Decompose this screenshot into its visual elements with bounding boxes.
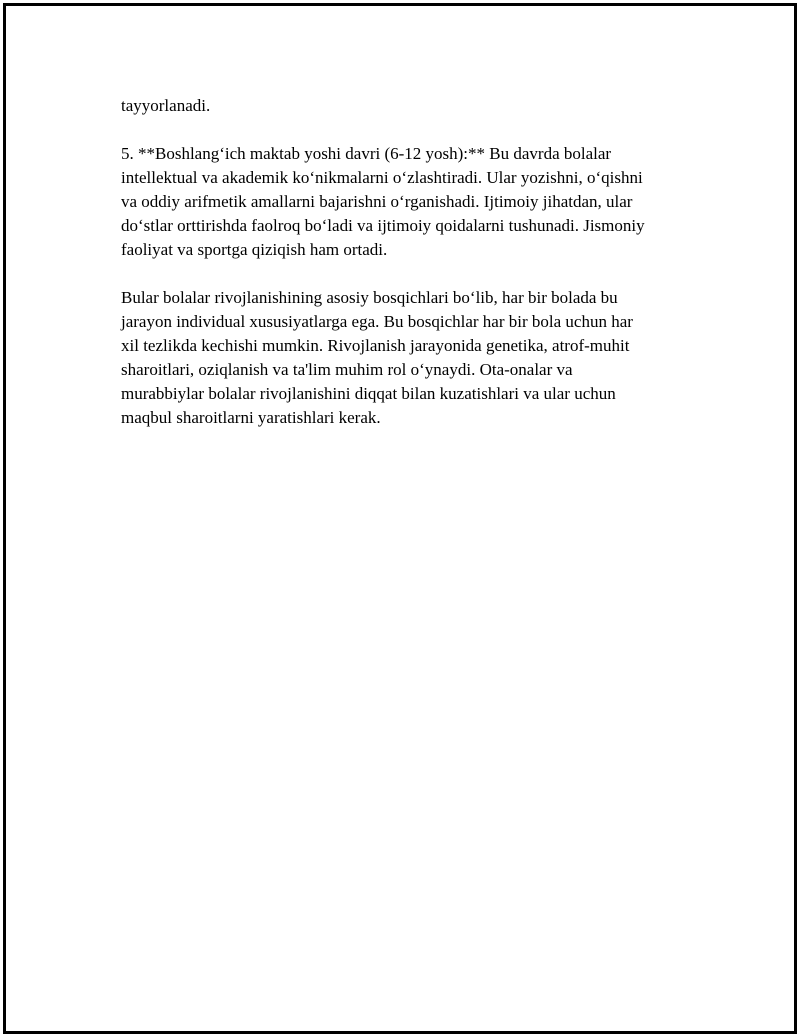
text-line: murabbiylar bolalar rivojlanishini diqqat bilan kuzatishlari va ular uchun	[121, 384, 616, 403]
text-line: va oddiy arifmetik amallarni bajarishni o‘rganishadi. Ijtimoiy jihatdan, ular	[121, 192, 633, 211]
paragraph-conclusion	[121, 286, 701, 430]
text-line: xil tezlikda kechishi mumkin. Rivojlanish jarayonida genetika, atrof-muhit	[121, 336, 630, 355]
paragraph-spacer	[121, 118, 701, 142]
text-line: Bular bolalar rivojlanishining asosiy bosqichlari bo‘lib, har bir bolada bu	[121, 288, 618, 307]
text-line: do‘stlar orttirishda faolroq bo‘ladi va ijtimoiy qoidalarni tushunadi. Jismoniy	[121, 216, 645, 235]
paragraph-stage-5	[121, 142, 701, 262]
paragraph-spacer	[121, 262, 701, 286]
paragraph-continuation	[121, 94, 701, 118]
page-frame	[3, 3, 797, 1034]
text-line: maqbul sharoitlarni yaratishlari kerak.	[121, 408, 381, 427]
text-line: jarayon individual xususiyatlarga ega. Bu bosqichlar har bir bola uchun har	[121, 312, 633, 331]
text-line: sharoitlari, oziqlanish va ta'lim muhim rol o‘ynaydi. Ota-onalar va	[121, 360, 573, 379]
text-line: tayyorlanadi.	[121, 96, 211, 115]
document-body	[121, 94, 701, 430]
text-line: 5. **Boshlang‘ich maktab yoshi davri (6-12 yosh):** Bu davrda bolalar	[121, 144, 612, 163]
text-line: faoliyat va sportga qiziqish ham ortadi.	[121, 240, 388, 259]
text-line: intellektual va akademik ko‘nikmalarni o‘zlashtiradi. Ular yozishni, o‘qishni	[121, 168, 643, 187]
